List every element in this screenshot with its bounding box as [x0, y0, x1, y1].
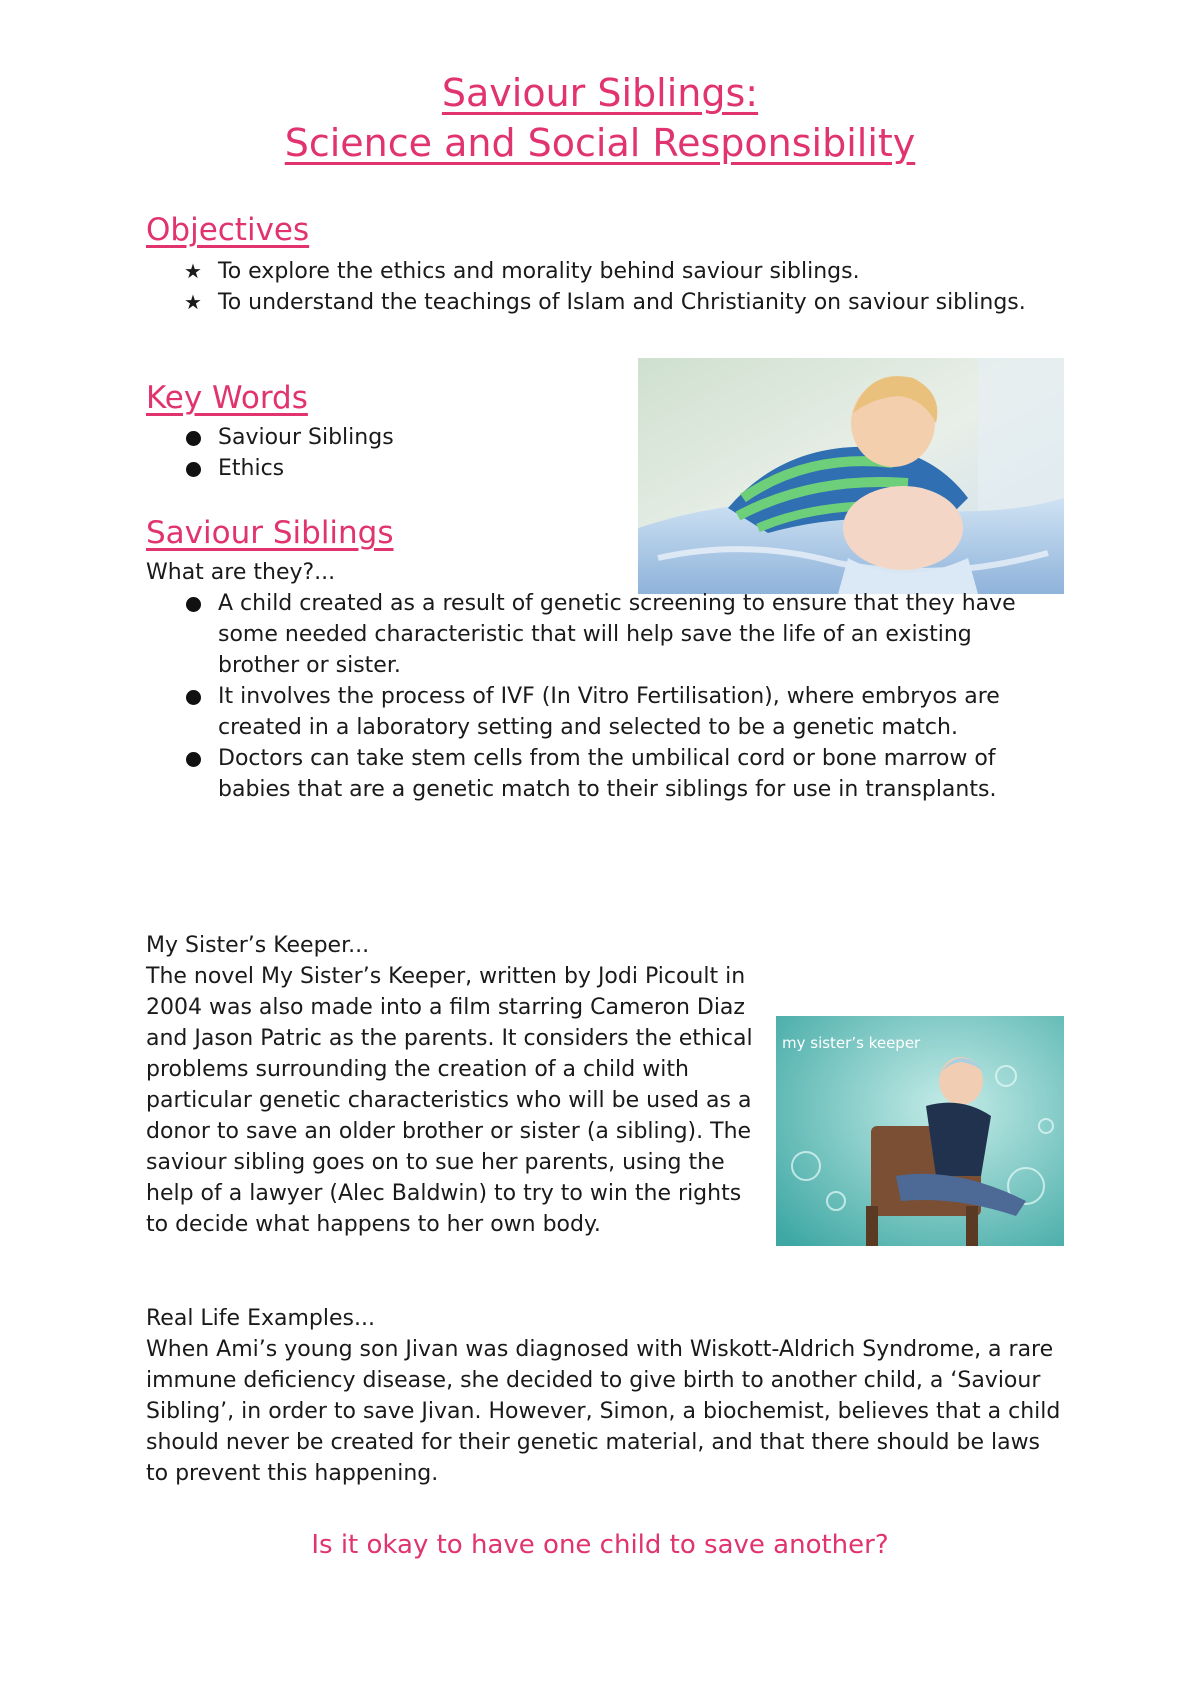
poster-title: my sister’s keeper	[782, 1034, 921, 1052]
page-title	[0, 68, 1200, 168]
saviour-siblings-intro: What are they?...	[146, 560, 336, 585]
star-bullet-icon: ★	[184, 290, 202, 314]
bullet-dot-icon	[186, 752, 201, 767]
objectives-heading: Objectives	[146, 212, 310, 248]
saviour-sibling-point: It involves the process of IVF (In Vitro Fertilisation), where embryos are created in a laboratory setting and selected to be a genetic match.	[146, 681, 1076, 743]
keeper-heading: My Sister’s Keeper...	[146, 933, 370, 958]
objective-item: ★ To understand the teachings of Islam and Christianity on saviour siblings.	[146, 287, 1066, 318]
title-line-1: Saviour Siblings:	[441, 71, 759, 115]
objective-item: ★ To explore the ethics and morality behind saviour siblings.	[146, 256, 1066, 287]
movie-poster	[776, 1016, 1064, 1246]
key-word-item: Ethics	[146, 453, 606, 484]
bullet-dot-icon	[186, 690, 201, 705]
real-life-heading: Real Life Examples...	[146, 1306, 375, 1331]
closing-question: Is it okay to have one child to save another?	[311, 1530, 889, 1560]
saviour-siblings-heading: Saviour Siblings	[146, 515, 394, 551]
saviour-siblings-list	[146, 588, 1076, 805]
objectives-list	[146, 256, 1066, 318]
bullet-dot-icon	[186, 597, 201, 612]
saviour-sibling-point: Doctors can take stem cells from the umbilical cord or bone marrow of babies that are a genetic match to their siblings for use in transplants.	[146, 743, 1076, 805]
keeper-text: The novel My Sister’s Keeper, written by Jodi Picoult in 2004 was also made into a film starring Cameron Diaz and Jason Patric as the parents. It considers the ethical problems surrounding the creation of a child with particular genetic characteristics who will be used as a donor to save an older brother or sister (a sibling). The saviour sibling goes on to sue her parents, using the help of a lawyer (Alec Baldwin) to try to win the rights to decide what happens to her own body.	[146, 964, 753, 1237]
star-bullet-icon: ★	[184, 259, 202, 283]
key-words-list	[146, 422, 606, 484]
siblings-photo-illustration	[638, 358, 1064, 594]
title-line-2: Science and Social Responsibility	[284, 121, 916, 165]
saviour-sibling-point: A child created as a result of genetic screening to ensure that they have some needed characteristic that will help save the life of an existing brother or sister.	[146, 588, 1076, 681]
siblings-photo	[638, 358, 1064, 594]
bullet-dot-icon	[186, 462, 201, 477]
real-life-text: When Ami’s young son Jivan was diagnosed with Wiskott-Aldrich Syndrome, a rare immune deficiency disease, she decided to give birth to another child, a ‘Saviour Sibling’, in order to save Jivan. However, Simon, a biochemist, believes that a child should never be created for their genetic material, and that there should be laws to prevent this happening.	[146, 1337, 1061, 1486]
key-word-item: Saviour Siblings	[146, 422, 606, 453]
bullet-dot-icon	[186, 431, 201, 446]
key-words-heading: Key Words	[146, 380, 308, 416]
